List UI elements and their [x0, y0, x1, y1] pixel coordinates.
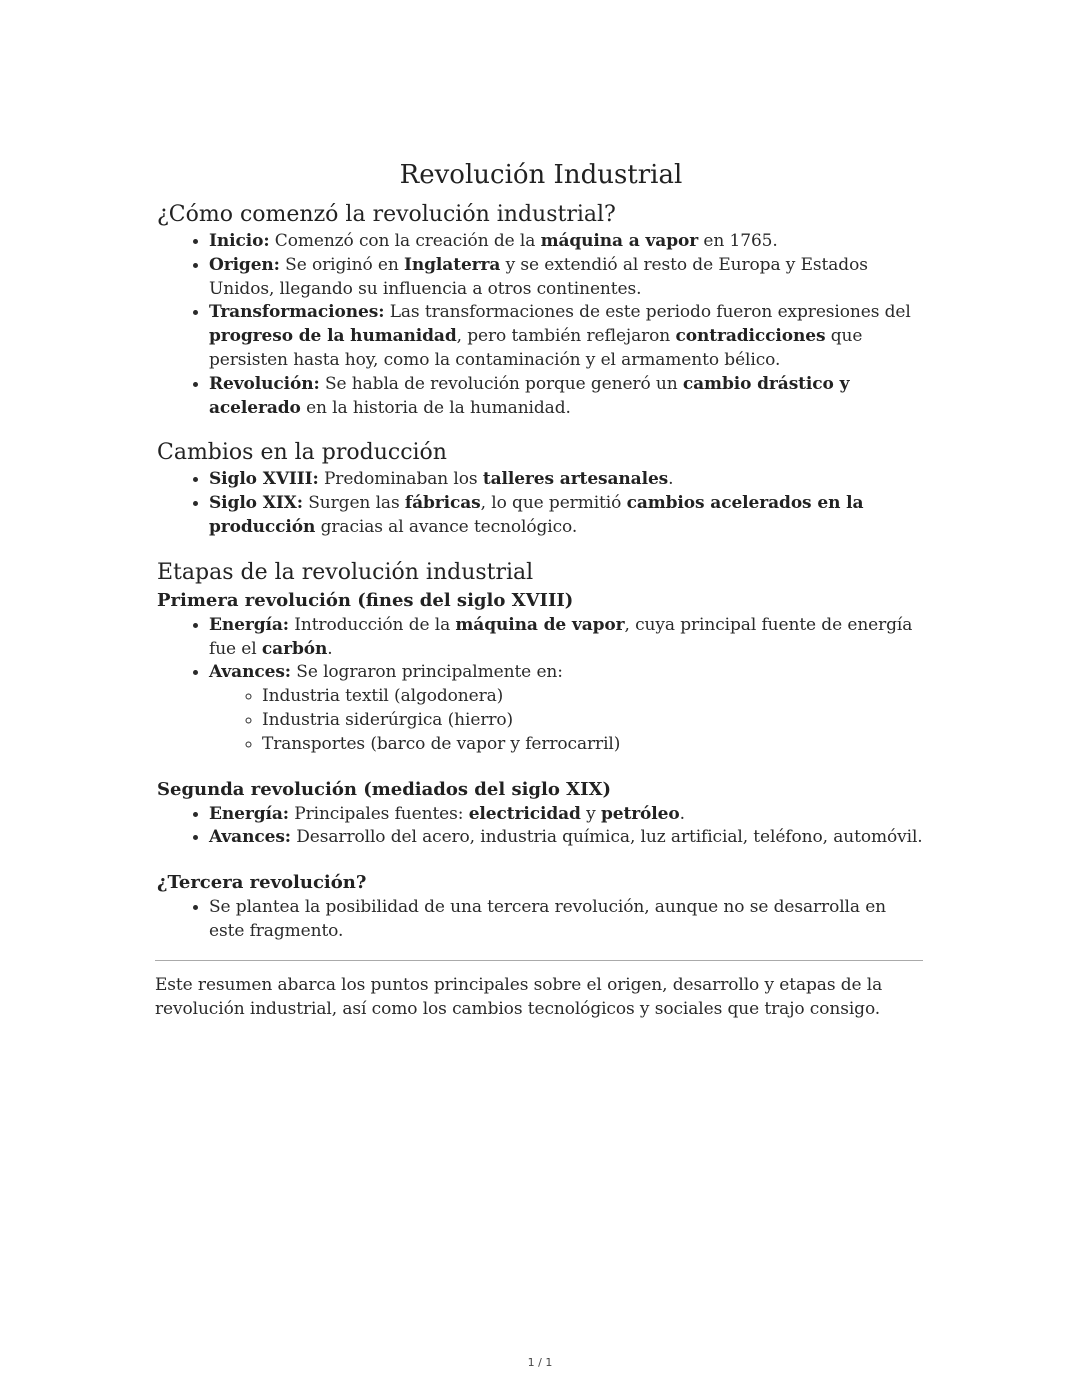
item-label: Siglo XVIII: — [209, 469, 319, 490]
item-text: , pero también reflejaron — [456, 326, 676, 347]
section-heading-origin: ¿Cómo comenzó la revolución industrial? — [157, 202, 616, 227]
item-text: que persisten hasta hoy, como la contaminación y el armamento bélico. — [209, 326, 863, 370]
item-text: gracias al avance tecnológico. — [315, 516, 578, 537]
list-item-inicio — [209, 230, 925, 254]
list-item-origen — [209, 254, 925, 302]
document-page — [157, 156, 925, 1021]
item-text: en la historia de la humanidad. — [300, 397, 571, 418]
item-text: Se habla de revolución porque generó un — [319, 373, 683, 394]
item-label: Avances: — [209, 827, 291, 848]
item-text: Las transformaciones de este periodo fueron expresiones del — [384, 302, 911, 323]
section-heading-production: Cambios en la producción — [157, 440, 447, 466]
item-text: y se extendió al resto de Europa y Estados Unidos, llegando su influencia a otros continentes. — [209, 254, 868, 299]
item-bold: fábricas — [404, 493, 481, 514]
item-text: en 1765. — [698, 231, 778, 251]
item-text: Se lograron principalmente en: — [290, 662, 563, 683]
page-number: 1 / 1 — [527, 1356, 553, 1369]
document-title: Revolución Industrial — [399, 160, 683, 190]
item-text: Surgen las — [302, 493, 405, 514]
list-item-revolucion — [209, 373, 925, 421]
item-bold: Inglaterra — [404, 254, 501, 275]
item-text: y — [580, 803, 601, 824]
item-text: . — [679, 803, 685, 824]
item-bold: progreso de la humanidad — [209, 326, 457, 347]
item-label: Origen: — [209, 254, 280, 275]
item-bold: cambios acelerados en la producción — [209, 493, 864, 537]
item-text: Comenzó con la creación de la — [269, 231, 541, 251]
item-bold: cambio drástico y acelerado — [209, 373, 850, 418]
list-item-avances-segunda — [209, 826, 925, 850]
item-label: Transformaciones: — [209, 302, 385, 323]
item-text: . — [668, 469, 674, 490]
item-bold: electricidad — [468, 803, 581, 824]
origin-list — [157, 230, 925, 420]
item-text: , cuya principal fuente de energía fue el — [209, 614, 913, 659]
sublist-item: ◦ Industria siderúrgica (hierro) — [262, 709, 925, 733]
divider — [155, 960, 923, 961]
item-bold: máquina a vapor — [540, 231, 699, 251]
list-item-energia-primera — [209, 614, 925, 662]
subsection-heading-primera: Primera revolución (fines del siglo XVIII) — [157, 589, 574, 611]
item-text: Principales fuentes: — [288, 803, 469, 824]
item-label: Avances: — [209, 662, 291, 683]
item-label: Siglo XIX: — [209, 493, 303, 514]
item-text: Predominaban los — [318, 469, 483, 490]
avances-sublist — [209, 685, 925, 756]
item-text: . — [327, 638, 333, 659]
list-item-avances-primera — [209, 661, 925, 756]
item-text: Introducción de la — [288, 614, 456, 635]
list-item-siglo-xviii — [209, 468, 925, 492]
item-bold: petróleo — [600, 803, 680, 824]
list-item-siglo-xix — [209, 492, 925, 540]
item-bold: talleres artesanales — [482, 469, 669, 490]
list-item-transformaciones — [209, 301, 925, 372]
primera-list — [157, 614, 925, 757]
subsection-heading-tercera: ¿Tercera revolución? — [157, 872, 367, 894]
item-text: , lo que permitió — [480, 493, 627, 514]
subsection-heading-segunda: Segunda revolución (mediados del siglo XIX) — [157, 778, 611, 800]
item-label: Revolución: — [209, 373, 320, 394]
list-item-energia-segunda — [209, 803, 925, 827]
sublist-item: ◦ Transportes (barco de vapor y ferrocarril) — [262, 733, 925, 757]
item-text: Se originó en — [279, 254, 405, 275]
item-label: Energía: — [209, 803, 289, 824]
production-list — [157, 468, 925, 539]
sublist-item: ◦ Industria textil (algodonera) — [262, 685, 925, 709]
section-heading-stages: Etapas de la revolución industrial — [157, 559, 534, 585]
summary-paragraph: Este resumen abarca los puntos principales sobre el origen, desarrollo y etapas de la revolución industrial, así como los cambios tecnológicos y sociales que trajo consigo. — [155, 974, 883, 1019]
item-bold: contradicciones — [675, 326, 826, 347]
tercera-list — [157, 896, 925, 944]
list-item-tercera: • Se plantea la posibilidad de una tercera revolución, aunque no se desarrolla en este fragmento. — [209, 896, 925, 944]
segunda-list — [157, 803, 925, 851]
item-text: Desarrollo del acero, industria química, luz artificial, teléfono, automóvil. — [290, 827, 923, 848]
item-label: Energía: — [209, 614, 289, 635]
item-bold: carbón — [261, 638, 328, 659]
item-bold: máquina de vapor — [455, 614, 625, 635]
item-label: Inicio: — [209, 231, 270, 251]
